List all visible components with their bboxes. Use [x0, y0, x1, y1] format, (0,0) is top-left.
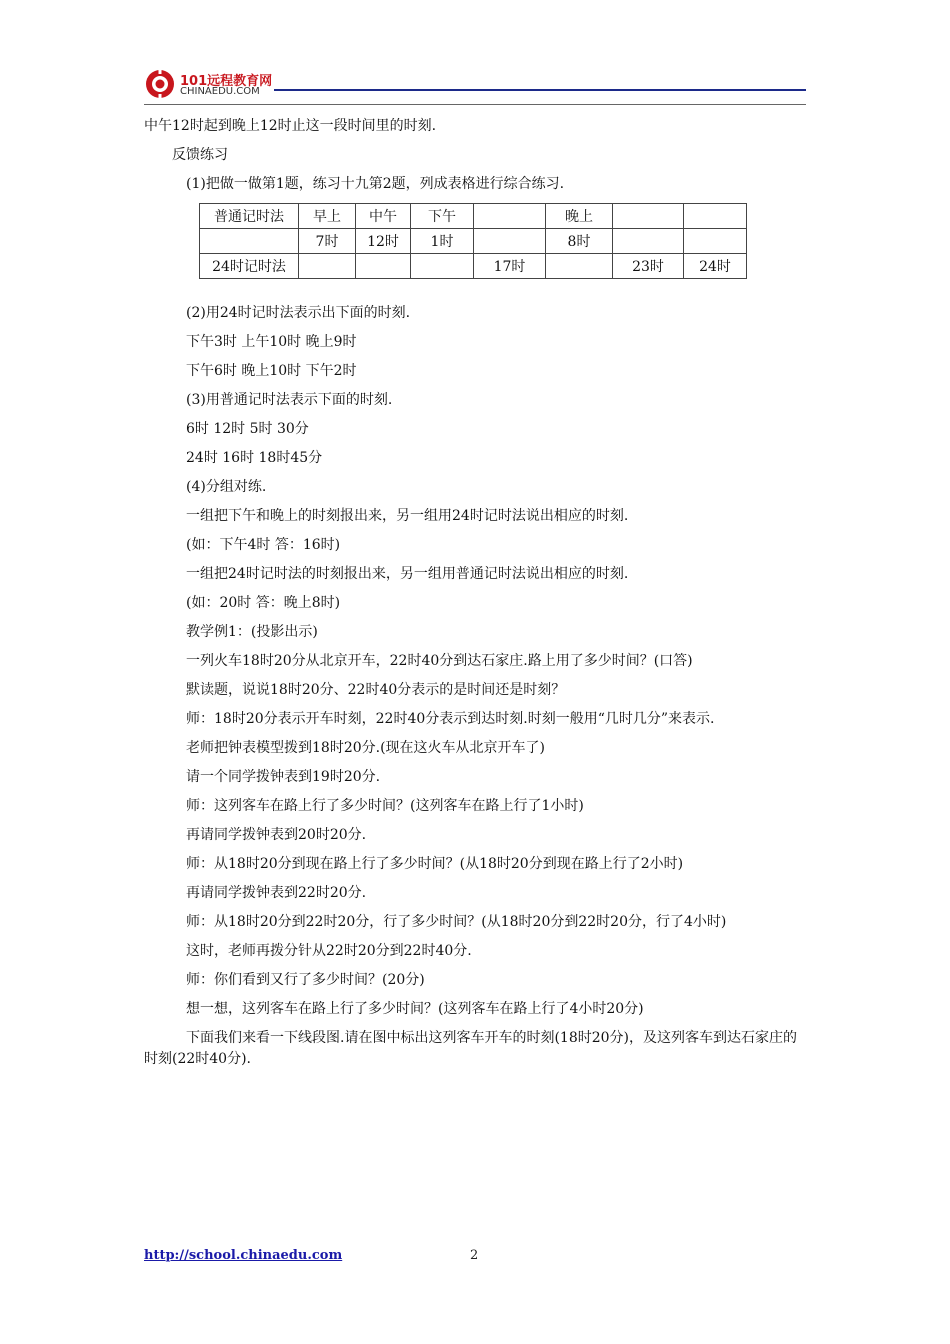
table-cell: 晚上 [546, 204, 613, 229]
paragraph: 想一想，这列客车在路上行了多少时间？(这列客车在路上行了4小时20分) [186, 1001, 644, 1017]
paragraph: 下午6时 晚上10时 下午2时 [186, 363, 357, 379]
document-body [144, 116, 808, 1078]
table-cell: 24时 [684, 254, 747, 279]
paragraph: 一列火车18时20分从北京开车，22时40分到达石家庄.路上用了多少时间？(口答) [186, 653, 693, 669]
table-cell: 17时 [474, 254, 546, 279]
table-cell: 8时 [546, 229, 613, 254]
paragraph: 再请同学拨钟表到22时20分. [186, 885, 367, 901]
paragraph: (如：下午4时 答：16时) [186, 537, 341, 553]
paragraph: 再请同学拨钟表到20时20分. [186, 827, 367, 843]
logo-title: 101远程教育网 [180, 74, 273, 89]
page-header [144, 66, 806, 106]
footer-link[interactable]: http://school.chinaedu.com [144, 1248, 343, 1263]
table-cell: 中午 [356, 204, 411, 229]
paragraph: 一组把下午和晚上的时刻报出来，另一组用24时记时法说出相应的时刻. [186, 508, 629, 524]
table-cell [546, 254, 613, 279]
header-divider [144, 104, 806, 105]
chinaedu-logo-icon [144, 68, 176, 100]
table-row [200, 254, 747, 279]
table-row [200, 229, 747, 254]
paragraph: 下午3时 上午10时 晚上9时 [186, 334, 357, 350]
paragraph: 师：你们看到又行了多少时间？(20分) [186, 972, 425, 988]
table-cell [411, 254, 474, 279]
paragraph: 中午12时起到晚上12时止这一段时间里的时刻. [144, 118, 437, 134]
table-cell [684, 204, 747, 229]
table-cell: 1时 [411, 229, 474, 254]
table-cell [299, 254, 356, 279]
paragraph: (如：20时 答：晚上8时) [186, 595, 341, 611]
paragraph: 一组把24时记时法的时刻报出来，另一组用普通记时法说出相应的时刻. [186, 566, 629, 582]
table-cell: 7时 [299, 229, 356, 254]
paragraph: 这时，老师再拨分针从22时20分到22时40分. [186, 943, 472, 959]
paragraph: (2)用24时记时法表示出下面的时刻. [186, 305, 411, 321]
paragraph: 师：18时20分表示开车时刻，22时40分表示到达时刻.时刻一般用“几时几分”来表示. [186, 711, 715, 727]
paragraph: (4)分组对练. [186, 479, 267, 495]
page-number: 2 [470, 1248, 479, 1263]
table-cell [474, 229, 546, 254]
table-cell: 12时 [356, 229, 411, 254]
section-heading: 反馈练习 [172, 147, 228, 163]
table-cell: 24时记时法 [200, 254, 299, 279]
spacer [144, 287, 808, 303]
paragraph: (1)把做一做第1题，练习十九第2题，列成表格进行综合练习. [186, 176, 565, 192]
table-row [200, 204, 747, 229]
table-cell [613, 229, 684, 254]
paragraph: 6时 12时 5时 30分 [186, 421, 309, 437]
paragraph: 师：从18时20分到现在路上行了多少时间？(从18时20分到现在路上行了2小时) [186, 856, 684, 872]
table-cell [200, 229, 299, 254]
paragraph: 师：这列客车在路上行了多少时间？(这列客车在路上行了1小时) [186, 798, 584, 814]
header-rule [274, 89, 806, 91]
table-cell: 早上 [299, 204, 356, 229]
paragraph: 默读题，说说18时20分、22时40分表示的是时间还是时刻？ [186, 682, 566, 698]
table-cell: 23时 [613, 254, 684, 279]
paragraph: 教学例1：(投影出示) [186, 624, 318, 640]
table-cell [684, 229, 747, 254]
table-cell [474, 204, 546, 229]
logo-subtitle: CHINAEDU.COM [180, 86, 260, 97]
paragraph: 师：从18时20分到22时20分，行了多少时间？(从18时20分到22时20分，行了4小时) [186, 914, 727, 930]
table-cell [356, 254, 411, 279]
paragraph: 下面我们来看一下线段图.请在图中标出这列客车开车的时刻(18时20分)，及这列客车到达石家庄的时刻(22时40分). [144, 1030, 798, 1067]
paragraph: 老师把钟表模型拨到18时20分.(现在这火车从北京开车了) [186, 740, 546, 756]
table-cell [613, 204, 684, 229]
table-cell: 普通记时法 [200, 204, 299, 229]
paragraph: (3)用普通记时法表示下面的时刻. [186, 392, 393, 408]
table-cell: 下午 [411, 204, 474, 229]
paragraph: 请一个同学拨钟表到19时20分. [186, 769, 381, 785]
time-notation-table [199, 203, 747, 279]
paragraph: 24时 16时 18时45分 [186, 450, 323, 466]
